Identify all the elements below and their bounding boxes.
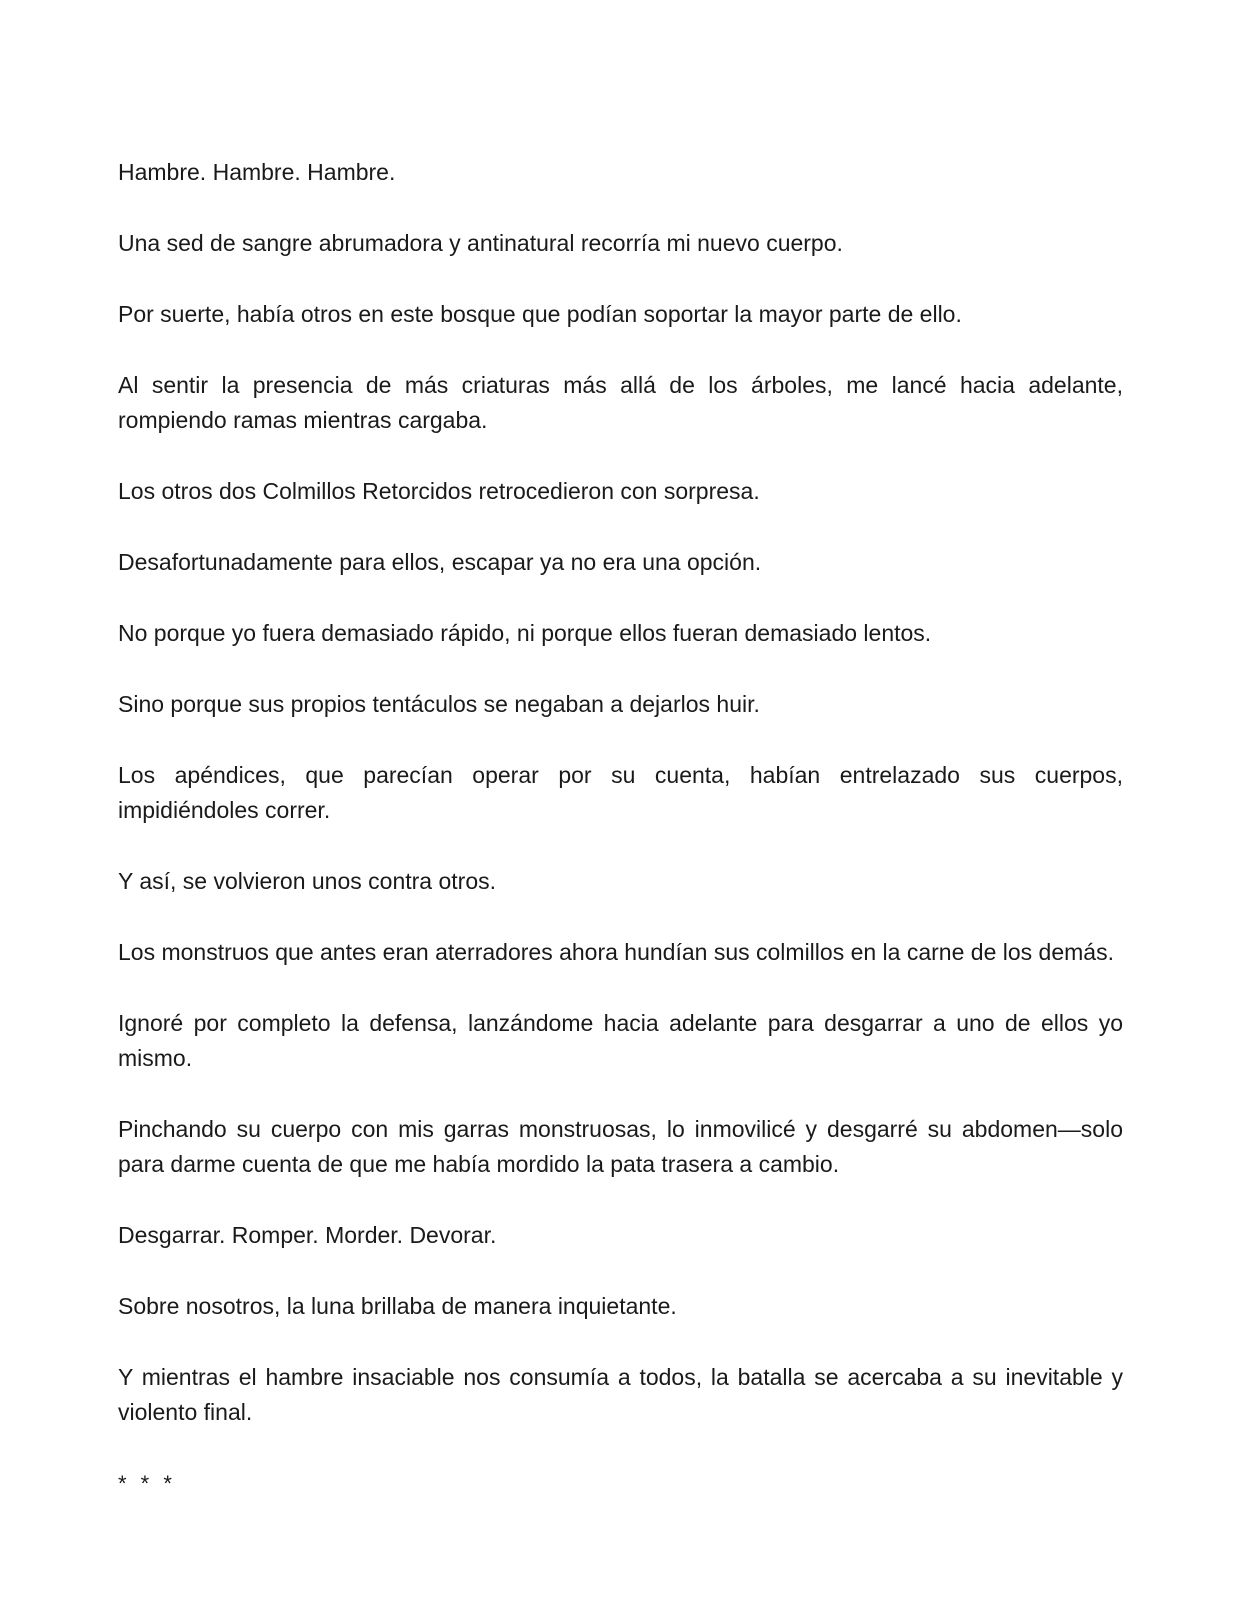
paragraph-14: Desgarrar. Romper. Morder. Devorar. — [118, 1222, 497, 1248]
paragraph-5: Los otros dos Colmillos Retorcidos retrocedieron con sorpresa. — [118, 478, 760, 504]
paragraph-10: Y así, se volvieron unos contra otros. — [118, 868, 496, 894]
scene-separator: * * * — [118, 1471, 176, 1496]
paragraph-15: Sobre nosotros, la luna brillaba de manera inquietante. — [118, 1293, 677, 1319]
paragraph-2: Una sed de sangre abrumadora y antinatural recorría mi nuevo cuerpo. — [118, 230, 843, 256]
paragraph-6: Desafortunadamente para ellos, escapar ya no era una opción. — [118, 549, 762, 575]
paragraph-13: Pinchando su cuerpo con mis garras monstruosas, lo inmovilicé y desgarré su abdomen—solo para darme cuenta de que me había mordido la pata trasera a cambio. — [118, 1116, 1123, 1177]
paragraph-16: Y mientras el hambre insaciable nos consumía a todos, la batalla se acercaba a su inevitable y violento final. — [118, 1364, 1123, 1425]
paragraph-8: Sino porque sus propios tentáculos se negaban a dejarlos huir. — [118, 691, 760, 717]
paragraph-11: Los monstruos que antes eran aterradores ahora hundían sus colmillos en la carne de los demás. — [118, 939, 1114, 965]
paragraph-4: Al sentir la presencia de más criaturas más allá de los árboles, me lancé hacia adelante, rompiendo ramas mientras cargaba. — [118, 372, 1123, 433]
paragraph-3: Por suerte, había otros en este bosque que podían soportar la mayor parte de ello. — [118, 301, 962, 327]
paragraph-1: Hambre. Hambre. Hambre. — [118, 159, 396, 185]
paragraph-7: No porque yo fuera demasiado rápido, ni porque ellos fueran demasiado lentos. — [118, 620, 932, 646]
text-column — [118, 155, 1123, 1501]
paragraph-12: Ignoré por completo la defensa, lanzándome hacia adelante para desgarrar a uno de ellos yo mismo. — [118, 1010, 1123, 1071]
paragraph-9: Los apéndices, que parecían operar por su cuenta, habían entrelazado sus cuerpos, impidiéndoles correr. — [118, 762, 1123, 823]
